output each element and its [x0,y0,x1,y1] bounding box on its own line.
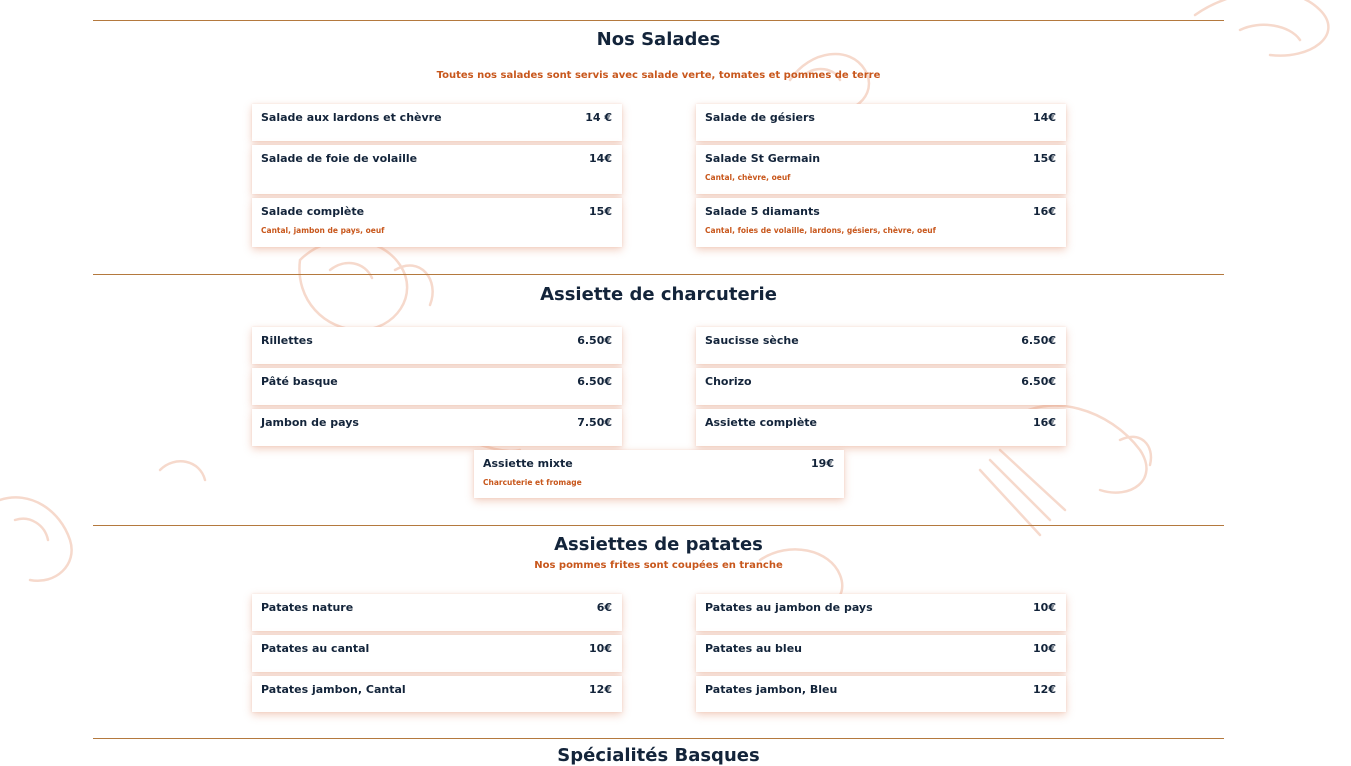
item-price: 16€ [1033,416,1056,429]
item-name: Chorizo [705,375,752,388]
item-name: Salade aux lardons et chèvre [261,111,442,124]
menu-item [252,145,622,194]
section-divider [93,274,1224,275]
item-name: Salade de foie de volaille [261,152,418,165]
menu-item [696,594,1066,631]
item-name: Assiette complète [705,416,818,429]
menu-item [252,104,622,141]
item-name: Patates jambon, Bleu [705,683,838,696]
item-name: Rillettes [261,334,313,347]
menu-item [696,145,1066,194]
item-name: Patates nature [261,601,354,614]
menu-item [252,198,622,247]
item-price: 14€ [589,152,612,165]
item-description: Cantal, chèvre, oeuf [705,173,791,182]
item-price: 19€ [811,457,834,470]
section-note-patates: Nos pommes frites sont coupées en tranche [534,560,783,571]
menu-item [696,368,1066,405]
menu-item [252,368,622,405]
menu-item [696,104,1066,141]
item-price: 14€ [1033,111,1056,124]
item-price: 10€ [589,642,612,655]
item-name: Patates au bleu [705,642,802,655]
section-divider [93,525,1224,526]
menu-item [252,635,622,672]
item-price: 10€ [1033,642,1056,655]
item-price: 10€ [1033,601,1056,614]
menu-item [696,327,1066,364]
item-price: 6€ [596,601,612,614]
menu-item [252,676,622,712]
section-title-specialites: Spécialités Basques [557,745,760,766]
item-name: Salade de gésiers [705,111,815,124]
menu-item [696,198,1066,247]
item-description: Charcuterie et fromage [483,478,582,487]
item-price: 12€ [1033,683,1056,696]
section-title-patates: Assiettes de patates [554,534,763,555]
item-price: 14 € [585,111,612,124]
item-name: Pâté basque [261,375,338,388]
item-name: Jambon de pays [261,416,359,429]
item-name: Salade St Germain [705,152,821,165]
item-price: 6.50€ [577,375,612,388]
section-divider [93,20,1224,21]
menu-item [696,409,1066,446]
item-name: Patates au cantal [261,642,370,655]
menu-item [696,676,1066,712]
item-name: Patates au jambon de pays [705,601,873,614]
item-price: 7.50€ [577,416,612,429]
section-note-salades: Toutes nos salades sont servis avec salade verte, tomates et pommes de terre [436,70,881,81]
menu-item [696,635,1066,672]
item-price: 6.50€ [577,334,612,347]
menu-item [252,594,622,631]
item-description: Cantal, foies de volaille, lardons, gésiers, chèvre, oeuf [705,226,936,235]
item-price: 15€ [589,205,612,218]
item-price: 6.50€ [1021,334,1056,347]
item-price: 15€ [1033,152,1056,165]
item-name: Salade 5 diamants [705,205,820,218]
item-price: 6.50€ [1021,375,1056,388]
menu-item [474,450,844,498]
section-title-salades: Nos Salades [596,29,721,50]
menu-item [252,327,622,364]
item-name: Salade complète [261,205,365,218]
item-description: Cantal, jambon de pays, oeuf [261,226,385,235]
item-price: 12€ [589,683,612,696]
item-name: Assiette mixte [483,457,573,470]
section-divider [93,738,1224,739]
section-title-charcuterie: Assiette de charcuterie [540,284,777,305]
item-price: 16€ [1033,205,1056,218]
menu-item [252,409,622,446]
item-name: Patates jambon, Cantal [261,683,406,696]
item-name: Saucisse sèche [705,334,799,347]
